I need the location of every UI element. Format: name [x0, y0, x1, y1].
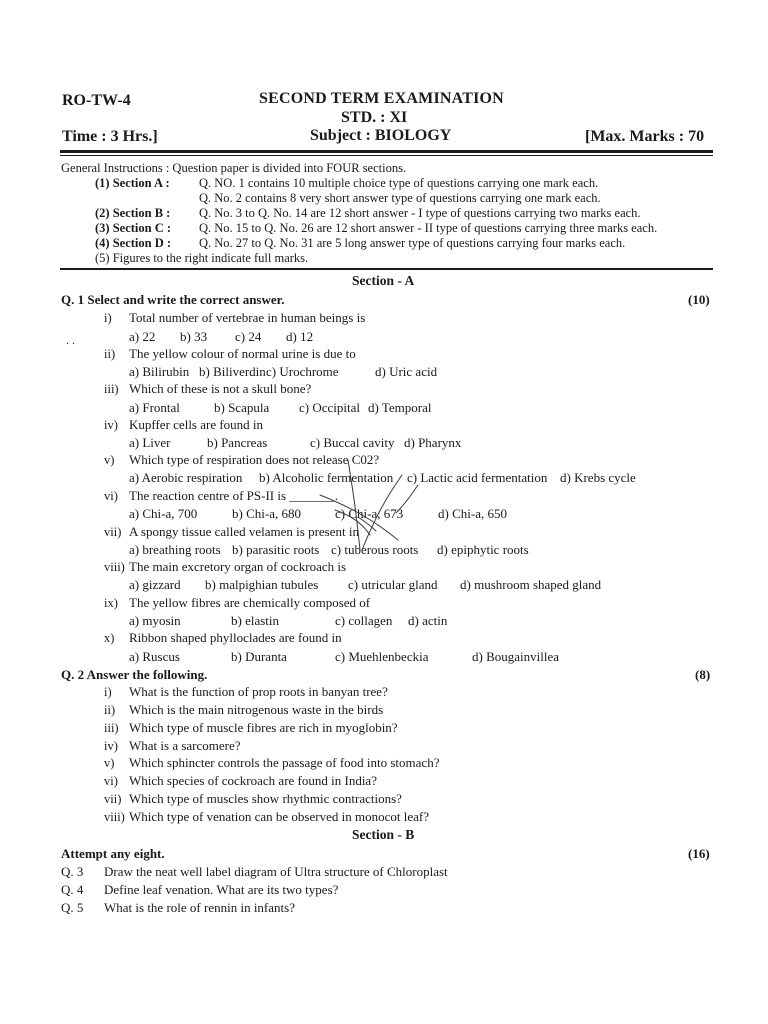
item-number: i)	[104, 685, 112, 699]
option: b) Scapula	[214, 400, 270, 415]
instruction-label: (1) Section A :	[95, 176, 170, 190]
option: c) Chi-a, 673	[335, 506, 404, 521]
question-text: The yellow colour of normal urine is due to	[129, 346, 356, 361]
instructions-rule	[60, 268, 713, 270]
section-a-title: Section - A	[352, 273, 415, 288]
option: d) Krebs cycle	[560, 470, 636, 485]
option: d) Chi-a, 650	[438, 506, 507, 521]
option: c) 24	[235, 329, 262, 344]
option: c) Buccal cavity	[310, 435, 395, 450]
std-label: STD. : XI	[341, 109, 408, 126]
question-text: Define leaf venation. What are its two types?	[104, 882, 339, 897]
item-number: x)	[104, 631, 115, 645]
item-number: viii)	[104, 560, 125, 574]
question-text: What is the role of rennin in infants?	[104, 900, 295, 915]
question-number: Q. 5	[61, 900, 84, 915]
option: a) Aerobic respiration	[129, 470, 243, 485]
option: a) breathing roots	[129, 542, 221, 557]
question-text: Ribbon shaped phylloclades are found in	[129, 630, 342, 645]
option: b) malpighian tubules	[205, 577, 319, 592]
instruction-note: (5) Figures to the right indicate full marks.	[95, 251, 309, 265]
instructions-intro: General Instructions : Question paper is divided into FOUR sections.	[61, 161, 407, 175]
item-number: iii)	[104, 721, 119, 735]
option: c) Urochrome	[266, 364, 339, 379]
option: c) Occipital	[299, 400, 360, 415]
option: d) actin	[408, 613, 448, 628]
option: b) Pancreas	[207, 435, 268, 450]
option: a) Bilirubin	[129, 364, 190, 379]
section-b-title: Section - B	[352, 827, 415, 842]
item-number: v)	[104, 453, 115, 467]
option: a) Frontal	[129, 400, 180, 415]
q2-heading: Q. 2 Answer the following.	[61, 667, 208, 682]
header-rule-thin	[60, 155, 713, 156]
item-number: vi)	[104, 489, 118, 503]
option: d) Uric acid	[375, 364, 438, 379]
option: d) Bougainvillea	[472, 649, 560, 664]
question-text: Which type of respiration does not release C02?	[129, 452, 380, 467]
option: a) Liver	[129, 435, 171, 450]
instruction-label: (2) Section B :	[95, 206, 171, 220]
q1-marks: (10)	[688, 292, 710, 307]
option: d) Pharynx	[404, 435, 462, 450]
option: a) 22	[129, 329, 156, 344]
subject-label: Subject : BIOLOGY	[310, 127, 452, 144]
option: a) myosin	[129, 613, 181, 628]
question-text: The yellow fibres are chemically composed of	[129, 595, 371, 610]
question-text: Which type of muscle fibres are rich in myoglobin?	[129, 720, 398, 735]
option: d) 12	[286, 329, 314, 344]
item-number: iii)	[104, 382, 119, 396]
question-text: Draw the neat well label diagram of Ultra structure of Chloroplast	[104, 864, 448, 879]
instruction-text: Q. No. 2 contains 8 very short answer type of questions carrying one mark each.	[199, 191, 601, 205]
question-number: Q. 3	[61, 864, 84, 879]
option: b) 33	[180, 329, 208, 344]
question-text: Which is the main nitrogenous waste in the birds	[129, 702, 384, 717]
option: c) Muehlenbeckia	[335, 649, 429, 664]
q2-marks: (8)	[695, 667, 711, 682]
option: d) epiphytic roots	[437, 542, 529, 557]
option: a) gizzard	[129, 577, 181, 592]
option: b) Biliverdin	[199, 364, 266, 379]
item-number: ix)	[104, 596, 118, 610]
item-number: vi)	[104, 774, 118, 788]
paper-code: RO-TW-4	[62, 92, 131, 109]
question-text: The main excretory organ of cockroach is	[129, 559, 347, 574]
section-b-heading: Attempt any eight.	[61, 846, 165, 861]
option: d) mushroom shaped gland	[460, 577, 602, 592]
option: d) Temporal	[368, 400, 432, 415]
question-text: A spongy tissue called velamen is present in	[129, 524, 359, 539]
instruction-label: (4) Section D :	[95, 236, 172, 250]
question-text: Kupffer cells are found in	[129, 417, 264, 432]
instruction-label: (3) Section C :	[95, 221, 172, 235]
item-number: viii)	[104, 810, 125, 824]
question-number: Q. 4	[61, 882, 84, 897]
question-text: Which type of muscles show rhythmic contractions?	[129, 791, 402, 806]
question-text: Which sphincter controls the passage of food into stomach?	[129, 755, 440, 770]
q1-heading: Q. 1 Select and write the correct answer.	[61, 292, 285, 307]
item-number: vii)	[104, 525, 122, 539]
question-text: What is the function of prop roots in banyan tree?	[129, 684, 388, 699]
instruction-text: Q. NO. 1 contains 10 multiple choice type of questions carrying one mark each.	[199, 176, 599, 190]
question-text: Which species of cockroach are found in India?	[129, 773, 377, 788]
option: b) Duranta	[231, 649, 287, 664]
question-text: Total number of vertebrae in human beings is	[129, 310, 366, 325]
option: b) parasitic roots	[232, 542, 320, 557]
item-number: iv)	[104, 739, 118, 753]
exam-title: SECOND TERM EXAMINATION	[259, 90, 504, 107]
question-text: The reaction centre of PS-II is _______.	[129, 488, 339, 503]
question-text: What is a sarcomere?	[129, 738, 241, 753]
item-number: iv)	[104, 418, 118, 432]
instruction-text: Q. No. 15 to Q. No. 26 are 12 short answer - II type of questions carrying three marks each.	[199, 221, 658, 235]
option: b) elastin	[231, 613, 280, 628]
instruction-text: Q. No. 27 to Q. No. 31 are 5 long answer type of questions carrying four marks each.	[199, 236, 626, 250]
option: a) Ruscus	[129, 649, 180, 664]
option: c) Lactic acid fermentation	[407, 470, 548, 485]
option: c) utricular gland	[348, 577, 438, 592]
item-number: i)	[104, 311, 112, 325]
time-label: Time : 3 Hrs.]	[62, 128, 158, 145]
option: c) tuberous roots	[331, 542, 419, 557]
item-number: vii)	[104, 792, 122, 806]
item-number: v)	[104, 756, 115, 770]
question-text: Which type of venation can be observed in monocot leaf?	[129, 809, 429, 824]
margin-dots: . .	[66, 333, 75, 347]
section-b-marks: (16)	[688, 846, 710, 861]
option: a) Chi-a, 700	[129, 506, 198, 521]
option: b) Chi-a, 680	[232, 506, 301, 521]
question-text: Which of these is not a skull bone?	[129, 381, 312, 396]
option: c) collagen	[335, 613, 393, 628]
header-rule-thick	[60, 150, 713, 153]
option: b) Alcoholic fermentation	[259, 470, 394, 485]
instruction-text: Q. No. 3 to Q. No. 14 are 12 short answer - I type of questions carrying two marks each.	[199, 206, 641, 220]
max-marks-label: [Max. Marks : 70	[585, 128, 705, 145]
item-number: ii)	[104, 703, 116, 717]
item-number: ii)	[104, 347, 116, 361]
